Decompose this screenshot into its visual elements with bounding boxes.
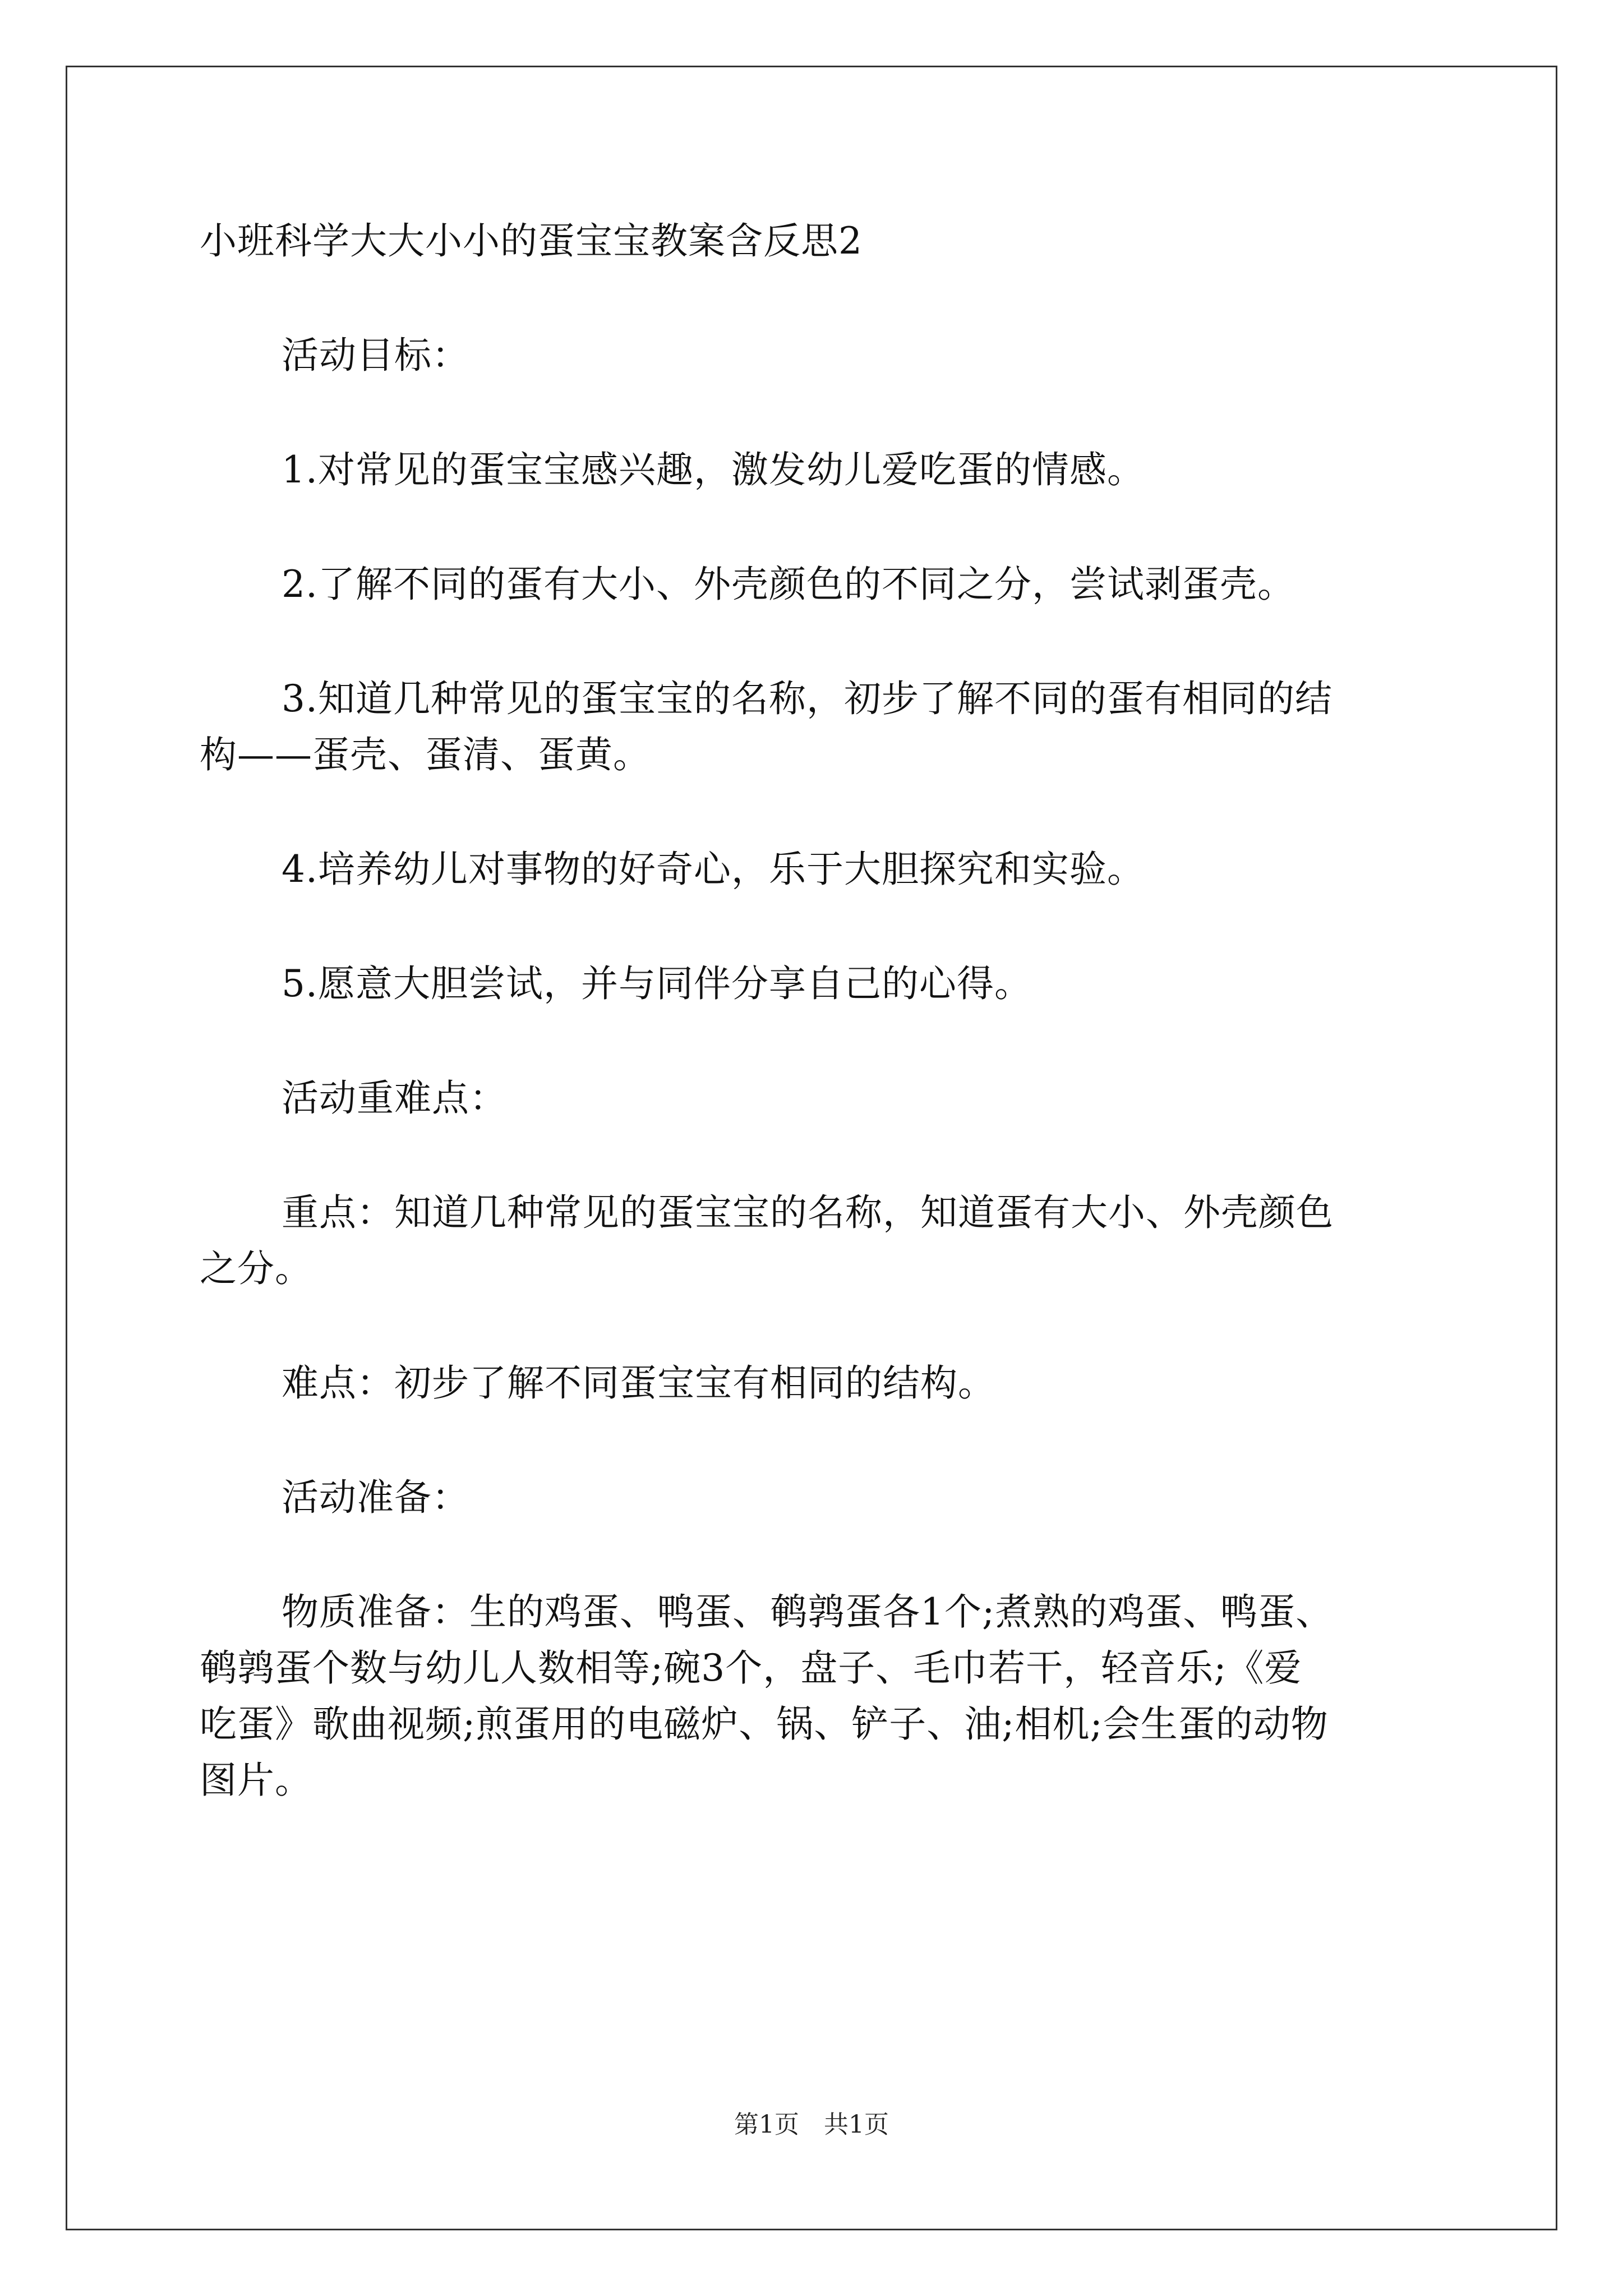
document-body — [200, 213, 1428, 1867]
page-footer: 第1页 共1页 — [734, 2110, 889, 2139]
paragraph-line: 吃蛋》歌曲视频;煎蛋用的电磁炉、锅、铲子、油;相机;会生蛋的动物 — [200, 1703, 1329, 1746]
paragraph — [200, 671, 1428, 783]
paragraph-list — [200, 328, 1428, 1809]
paragraph-line: 构——蛋壳、蛋清、蛋黄。 — [200, 733, 651, 776]
paragraph — [200, 841, 1428, 898]
paragraph-line: 3.知道几种常见的蛋宝宝的名称，初步了解不同的蛋有相同的结 — [282, 677, 1332, 720]
document-title: 小班科学大大小小的蛋宝宝教案含反思2 — [200, 219, 863, 263]
paragraph — [200, 442, 1428, 498]
paragraph-line: 4.培养幼儿对事物的好奇心，乐于大胆探究和实验。 — [282, 848, 1145, 891]
paragraph-line: 活动准备： — [282, 1476, 469, 1519]
paragraph — [200, 1185, 1428, 1297]
paragraph-line: 活动目标： — [282, 334, 469, 377]
paragraph — [200, 556, 1428, 613]
paragraph — [200, 1470, 1428, 1526]
paragraph-line: 5.愿意大胆尝试，并与同伴分享自己的心得。 — [282, 962, 1032, 1005]
paragraph-line: 图片。 — [200, 1759, 312, 1802]
paragraph-line: 2.了解不同的蛋有大小、外壳颜色的不同之分，尝试剥蛋壳。 — [282, 563, 1295, 606]
paragraph — [200, 1584, 1428, 1809]
paragraph — [200, 1070, 1428, 1126]
paragraph-line: 之分。 — [200, 1247, 312, 1290]
paragraph-line: 重点：知道几种常见的蛋宝宝的名称，知道蛋有大小、外壳颜色 — [282, 1191, 1334, 1234]
paragraph-line: 物质准备：生的鸡蛋、鸭蛋、鹌鹑蛋各1个;煮熟的鸡蛋、鸭蛋、 — [282, 1590, 1334, 1634]
paragraph — [200, 328, 1428, 384]
paragraph-line: 难点：初步了解不同蛋宝宝有相同的结构。 — [282, 1361, 995, 1405]
paragraph-line: 1.对常见的蛋宝宝感兴趣，激发幼儿爱吃蛋的情感。 — [282, 448, 1145, 491]
paragraph-line: 鹌鹑蛋个数与幼儿人数相等;碗3个，盘子、毛巾若干，轻音乐;《爱 — [200, 1646, 1302, 1690]
paragraph — [200, 956, 1428, 1012]
paragraph-line: 活动重难点： — [282, 1076, 507, 1120]
paragraph — [200, 1355, 1428, 1411]
